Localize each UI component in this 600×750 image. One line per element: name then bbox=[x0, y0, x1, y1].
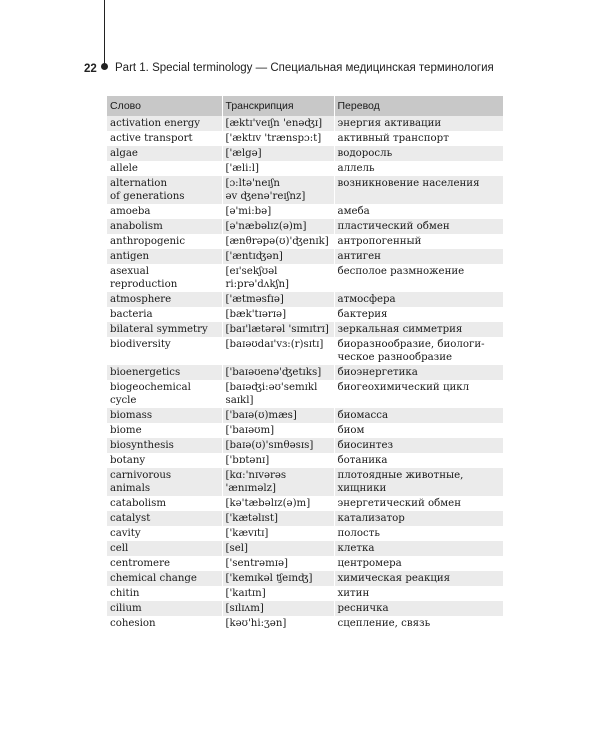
table-row bbox=[107, 556, 503, 571]
term-translation: активный транспорт bbox=[334, 131, 503, 146]
table-row bbox=[107, 586, 503, 601]
term-translation: водоросль bbox=[334, 146, 503, 161]
term-transcription: ['baɪəʊenə'ʤetɪks] bbox=[222, 365, 334, 380]
table-row bbox=[107, 468, 503, 496]
term-transcription: ['kævɪtɪ] bbox=[222, 526, 334, 541]
table-row bbox=[107, 438, 503, 453]
table-row bbox=[107, 131, 503, 146]
table-row bbox=[107, 408, 503, 423]
term-translation: антиген bbox=[334, 249, 503, 264]
running-head: Part 1. Special terminology — Специальная медицинская терминология bbox=[115, 62, 494, 74]
term-translation: катализатор bbox=[334, 511, 503, 526]
table-row bbox=[107, 322, 503, 337]
term-translation: энергетический обмен bbox=[334, 496, 503, 511]
term-translation: клетка bbox=[334, 541, 503, 556]
term-transcription: ['baɪə(ʊ)mæs] bbox=[222, 408, 334, 423]
term-word: atmosphere bbox=[107, 292, 222, 307]
term-translation: полость bbox=[334, 526, 503, 541]
header-transcription: Транскрипция bbox=[222, 96, 334, 116]
term-transcription: [kɑ:'nɪvərəs 'ænɪməlz] bbox=[222, 468, 334, 496]
table-row bbox=[107, 146, 503, 161]
term-word: allele bbox=[107, 161, 222, 176]
term-translation: антропогенный bbox=[334, 234, 503, 249]
table-row bbox=[107, 571, 503, 586]
table-row bbox=[107, 541, 503, 556]
table-row bbox=[107, 365, 503, 380]
term-word: bacteria bbox=[107, 307, 222, 322]
table-row bbox=[107, 264, 503, 292]
term-word: bilateral symmetry bbox=[107, 322, 222, 337]
term-word: biogeochemical cycle bbox=[107, 380, 222, 408]
table-row bbox=[107, 601, 503, 616]
term-word: biome bbox=[107, 423, 222, 438]
term-word: catalyst bbox=[107, 511, 222, 526]
term-translation: плотоядные животные, хищники bbox=[334, 468, 503, 496]
term-transcription: ['æli:l] bbox=[222, 161, 334, 176]
table-row bbox=[107, 219, 503, 234]
term-word: botany bbox=[107, 453, 222, 468]
term-transcription: [ə'mi:bə] bbox=[222, 204, 334, 219]
term-transcription: [baɪə(ʊ)'sɪnθəsɪs] bbox=[222, 438, 334, 453]
term-translation: аллель bbox=[334, 161, 503, 176]
term-translation: сцепление, связь bbox=[334, 616, 503, 631]
term-word: activation energy bbox=[107, 116, 222, 131]
term-word: algae bbox=[107, 146, 222, 161]
term-word: cilium bbox=[107, 601, 222, 616]
table-row bbox=[107, 249, 503, 264]
terminology-table bbox=[107, 96, 503, 631]
term-word: alternation of generations bbox=[107, 176, 222, 204]
term-translation: хитин bbox=[334, 586, 503, 601]
term-translation: энергия активации bbox=[334, 116, 503, 131]
header-word: Слово bbox=[107, 96, 222, 116]
term-transcription: ['sentrəmɪə] bbox=[222, 556, 334, 571]
term-word: chemical change bbox=[107, 571, 222, 586]
term-translation: биом bbox=[334, 423, 503, 438]
term-word: biodiversity bbox=[107, 337, 222, 365]
term-translation: биогеохимический цикл bbox=[334, 380, 503, 408]
term-transcription: ['kaɪtɪn] bbox=[222, 586, 334, 601]
term-transcription: [eɪ'sekʃʊəl ri:prə'dʌkʃn] bbox=[222, 264, 334, 292]
header-rule bbox=[104, 0, 105, 68]
term-transcription: ['ælgə] bbox=[222, 146, 334, 161]
table-row bbox=[107, 423, 503, 438]
term-word: asexual reproduction bbox=[107, 264, 222, 292]
term-word: bioenergetics bbox=[107, 365, 222, 380]
term-transcription: [sɪlɪʌm] bbox=[222, 601, 334, 616]
table-row bbox=[107, 116, 503, 131]
term-word: centromere bbox=[107, 556, 222, 571]
term-translation: амеба bbox=[334, 204, 503, 219]
term-transcription: ['bɒtənɪ] bbox=[222, 453, 334, 468]
page-number: 22 bbox=[84, 63, 97, 75]
term-transcription: ['kemɪkəl ʧeɪnʤ] bbox=[222, 571, 334, 586]
term-word: amoeba bbox=[107, 204, 222, 219]
term-transcription: [sel] bbox=[222, 541, 334, 556]
term-translation: возникновение населения bbox=[334, 176, 503, 204]
term-word: cohesion bbox=[107, 616, 222, 631]
term-translation: центромера bbox=[334, 556, 503, 571]
term-translation: ресничка bbox=[334, 601, 503, 616]
term-word: chitin bbox=[107, 586, 222, 601]
term-translation: атмосфера bbox=[334, 292, 503, 307]
term-transcription: [ɔ:ltə'neɪʃn əv ʤenə'reɪʃnz] bbox=[222, 176, 334, 204]
term-transcription: [kə'tæbəlɪz(ə)m] bbox=[222, 496, 334, 511]
term-translation: ботаника bbox=[334, 453, 503, 468]
term-word: anabolism bbox=[107, 219, 222, 234]
term-word: anthropogenic bbox=[107, 234, 222, 249]
term-word: catabolism bbox=[107, 496, 222, 511]
term-translation: биоразнообразие, биологи- ческое разнообразие bbox=[334, 337, 503, 365]
term-transcription: [kəʊ'hi:ʒən] bbox=[222, 616, 334, 631]
term-word: active transport bbox=[107, 131, 222, 146]
term-translation: бесполое размножение bbox=[334, 264, 503, 292]
table-row bbox=[107, 161, 503, 176]
term-translation: химическая реакция bbox=[334, 571, 503, 586]
term-transcription: ['ætməsfɪə] bbox=[222, 292, 334, 307]
table-row bbox=[107, 526, 503, 541]
table-header-row bbox=[107, 96, 503, 116]
term-word: cell bbox=[107, 541, 222, 556]
term-translation: зеркальная симметрия bbox=[334, 322, 503, 337]
term-transcription: [æktɪ'veɪʃn 'enəʤɪ] bbox=[222, 116, 334, 131]
table-row bbox=[107, 204, 503, 219]
term-transcription: [baɪəʊdaɪ'vɜ:(r)sɪtɪ] bbox=[222, 337, 334, 365]
term-transcription: [baɪ'lætərəl 'sɪmɪtrɪ] bbox=[222, 322, 334, 337]
header-translation: Перевод bbox=[334, 96, 503, 116]
term-transcription: ['kætəlɪst] bbox=[222, 511, 334, 526]
table-row bbox=[107, 307, 503, 322]
table-row bbox=[107, 496, 503, 511]
term-transcription: [ə'næbəlɪz(ə)m] bbox=[222, 219, 334, 234]
header-dot bbox=[101, 63, 108, 70]
table-row bbox=[107, 616, 503, 631]
term-transcription: [bæk'tɪərɪə] bbox=[222, 307, 334, 322]
term-translation: биоэнергетика bbox=[334, 365, 503, 380]
term-transcription: ['æktɪv 'trænspɔ:t] bbox=[222, 131, 334, 146]
term-transcription: ['baɪəʊm] bbox=[222, 423, 334, 438]
term-word: carnivorous animals bbox=[107, 468, 222, 496]
term-translation: бактерия bbox=[334, 307, 503, 322]
term-transcription: [ænθrəpə(ʊ)'ʤenɪk] bbox=[222, 234, 334, 249]
term-translation: биомасса bbox=[334, 408, 503, 423]
table-row bbox=[107, 337, 503, 365]
term-word: cavity bbox=[107, 526, 222, 541]
table-row bbox=[107, 176, 503, 204]
term-translation: пластический обмен bbox=[334, 219, 503, 234]
term-translation: биосинтез bbox=[334, 438, 503, 453]
table-row bbox=[107, 453, 503, 468]
term-word: biosynthesis bbox=[107, 438, 222, 453]
term-transcription: [baɪəʤi:əʊ'semɪkl saɪkl] bbox=[222, 380, 334, 408]
table-row bbox=[107, 234, 503, 249]
term-word: antigen bbox=[107, 249, 222, 264]
table-row bbox=[107, 292, 503, 307]
table-row bbox=[107, 380, 503, 408]
table-row bbox=[107, 511, 503, 526]
term-transcription: ['æntɪʤən] bbox=[222, 249, 334, 264]
term-word: biomass bbox=[107, 408, 222, 423]
